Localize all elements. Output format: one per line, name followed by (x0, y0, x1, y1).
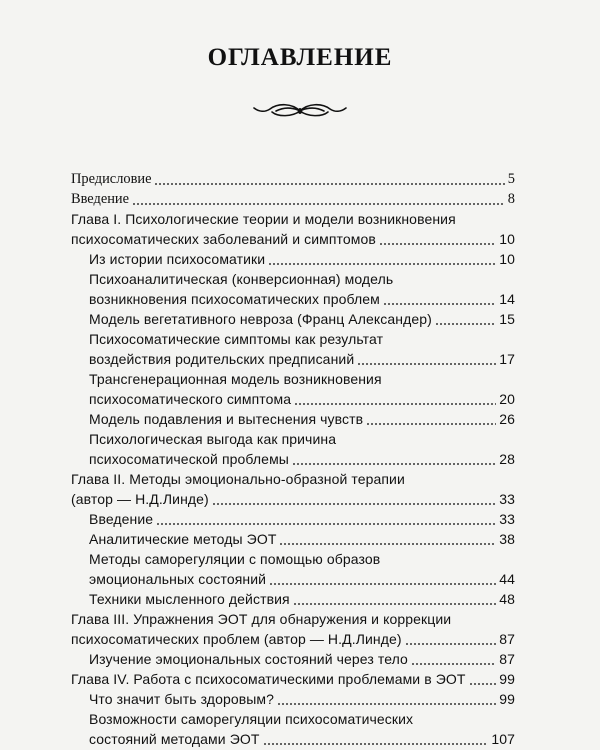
toc-chapter-2-heading (71, 469, 515, 489)
toc-page-number: 10 (499, 231, 515, 247)
toc-section-mental-action (89, 589, 515, 609)
toc-entry-text: Психосоматические симптомы как результат (89, 331, 384, 347)
toc-page-number: 33 (499, 491, 515, 507)
toc-page-number: 10 (499, 251, 515, 267)
toc-page-number: 28 (499, 451, 515, 467)
toc-section-suppression (89, 409, 515, 429)
toc-entry-text: Аналитические методы ЭОТ (89, 531, 277, 547)
toc-section-self-regulation-heading (89, 549, 515, 569)
toc-entry-text: Возможности саморегуляции психосоматических (89, 711, 414, 727)
toc-entry-text: возникновения психосоматических проблем (89, 291, 380, 307)
toc-page-number: 99 (499, 671, 515, 687)
toc-section-transgenerational-heading (89, 369, 515, 389)
toc-entry-preface (71, 169, 515, 189)
toc-entry-text: Методы саморегуляции с помощью образов (89, 551, 381, 567)
toc-entry-text: Введение (89, 511, 154, 527)
toc-section-parental (89, 349, 515, 369)
toc-entry-text: Психологическая выгода как причина (89, 431, 337, 447)
toc-page-number: 5 (507, 171, 515, 187)
toc-section-self-regulation (89, 569, 515, 589)
toc-entry-text: Глава II. Методы эмоционально-образной терапии (71, 471, 405, 487)
toc-chapter-2 (71, 489, 515, 509)
toc-page-number: 8 (507, 191, 515, 207)
toc-page-number: 20 (499, 391, 515, 407)
toc-entry-text: Техники мысленного действия (89, 591, 290, 607)
toc-page-number: 99 (499, 691, 515, 707)
toc-chapter-1 (71, 229, 515, 249)
toc-section-psychoanalytic-heading (89, 269, 515, 289)
toc-chapter-3-heading (71, 609, 515, 629)
toc-page-number: 26 (499, 411, 515, 427)
toc-chapter-3 (71, 629, 515, 649)
toc-entry-text: психосоматического симптома (89, 391, 292, 407)
toc-section-parental-heading (89, 329, 515, 349)
toc-page-number: 15 (499, 311, 515, 327)
toc-section-secondary-gain-heading (89, 429, 515, 449)
toc-entry-text: Глава IV. Работа с психосоматическими проблемами в ЭОТ (71, 671, 466, 687)
toc-entry-text: Предисловие (71, 171, 152, 187)
toc-chapter-4 (71, 669, 515, 689)
toc-section-analytic-methods (89, 529, 515, 549)
toc-entry-introduction (71, 189, 515, 209)
toc-section-self-regulation-eot-heading (89, 709, 515, 729)
toc-page-number: 33 (499, 511, 515, 527)
toc-section-body-states (89, 649, 515, 669)
toc-entry-text: Глава III. Упражнения ЭОТ для обнаружения и коррекции (71, 611, 452, 627)
toc-page-number: 87 (499, 631, 515, 647)
toc-page-number: 14 (499, 291, 515, 307)
toc-section-vegetative-neurosis (89, 309, 515, 329)
toc-section-being-healthy (89, 689, 515, 709)
page-title: ОГЛАВЛЕНИЕ (207, 44, 393, 71)
toc-entry-text: психосоматических заболеваний и симптомов (71, 231, 376, 247)
toc-page-number: 107 (491, 731, 515, 747)
toc-section-self-regulation-eot (89, 729, 515, 749)
toc-entry-text: Трансгенерационная модель возникновения (89, 371, 382, 387)
toc-entry-text: воздействия родительских предписаний (89, 351, 355, 367)
toc-entry-text: Психоаналитическая (конверсионная) модель (89, 271, 394, 287)
toc-entry-text: Из истории психосоматики (89, 251, 266, 267)
toc-entry-text: состояний методами ЭОТ (89, 731, 260, 747)
toc-section-secondary-gain (89, 449, 515, 469)
toc-page-number: 87 (499, 651, 515, 667)
toc-entry-text: Что значит быть здоровым? (89, 691, 275, 707)
toc-page-number: 48 (499, 591, 515, 607)
toc-entry-text: Глава I. Психологические теории и модели возникновения (71, 211, 456, 227)
toc-page-number: 17 (499, 351, 515, 367)
toc-entry-text: Изучение эмоциональных состояний через тело (89, 651, 408, 667)
toc-entry-text: (автор — Н.Д.Линде) (71, 491, 209, 507)
toc-section-ch2-introduction (89, 509, 515, 529)
toc-page-number: 44 (499, 571, 515, 587)
toc-entry-text: эмоциональных состояний (89, 571, 267, 587)
toc-entry-text: психосоматической проблемы (89, 451, 289, 467)
toc-entry-text: психосоматических проблем (автор — Н.Д.Линде) (71, 631, 402, 647)
toc-section-psychoanalytic (89, 289, 515, 309)
toc-entry-text: Введение (71, 191, 130, 207)
toc-entry-text: Модель подавления и вытеснения чувств (89, 411, 364, 427)
toc-entry-text: Модель вегетативного невроза (Франц Александер) (89, 311, 432, 327)
toc-section-history (89, 249, 515, 269)
toc-page-number: 38 (499, 531, 515, 547)
toc-section-transgenerational (89, 389, 515, 409)
toc-chapter-1-heading (71, 209, 515, 229)
